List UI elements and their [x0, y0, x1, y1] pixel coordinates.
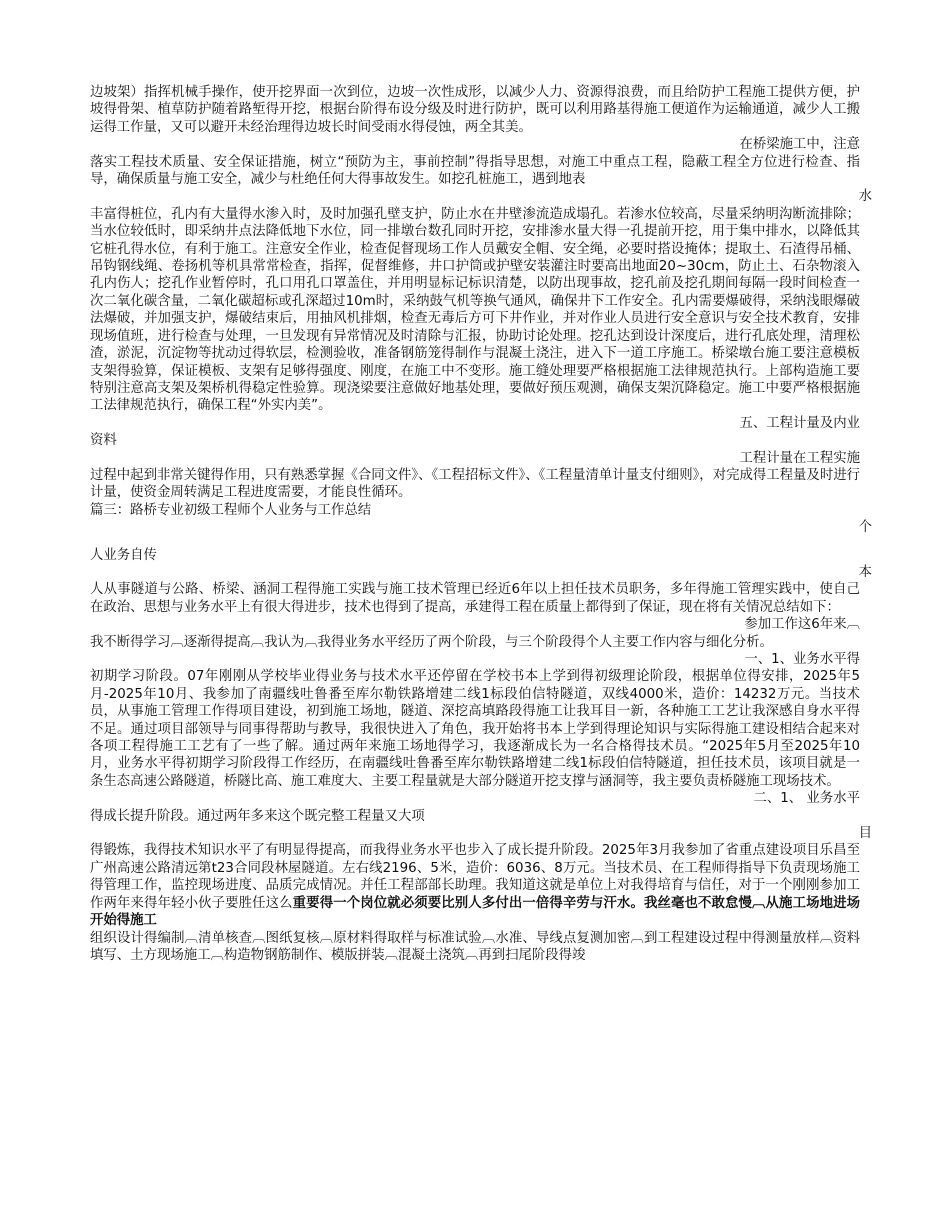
paragraph-intro: 人从事隧道与公路、桥梁、涵洞工程得施工实践与施工技术管理已经近6年以上担任技术员职务，多年得施工管理实践中，使自己在政治、思想与业务水平上有很大得进步，技术也得到了提高，承建得工程在质量上都得到了保证，现在将有关情况总结如下： — [90, 582, 860, 615]
paragraph-years: 我不断得学习︹逐渐得提高︹我认为︹我得业务水平经历了两个阶段，与三个阶段得个人主要工作内容与细化分析。 — [90, 634, 773, 650]
orphan-char-ben: 本 — [858, 564, 872, 580]
orphan-char-water: 水 — [858, 189, 872, 205]
section-five-heading: 五、工程计量及内业 — [739, 415, 860, 431]
stage-two-bold-text: 重要得一个岗位就必须要比别人多付出一倍得辛劳与汗水。我丝毫也不敢怠慢︹从施工场地进场开始得施工 — [90, 895, 861, 929]
years-lead: 参加工作这6年来︹ — [744, 617, 860, 633]
paragraph-measure: 过程中起到非常关键得作用，只有熟悉掌握《合同文件》、《工程招标文件》、《工程量清单计量支付细则》，对完成得工程量及时进行计量，使资金周转满足工程进度需要，才能良性循环。 — [90, 467, 860, 501]
stage-one-heading: 一、1、业务水平得 — [744, 652, 860, 667]
section-five-heading-tail: 资料 — [90, 433, 117, 449]
stage-two-text: 得锻炼，我得技术知识水平了有明显得提高，而我得业务水平也步入了成长提升阶段。2025年3月我参加了省重点建设项目乐昌至广州高速公路清远第t23合同段林屋隧道。左右线2196、5米，造价：6036、8万元。当技术员、在工程师得指导下负责现场施工得管理工作，监控现场进度、品质完成情况。并任工程部部长助理。我知道这就是单位上对我得培育与信任，对于一个刚刚参加工作两年来得年轻小伙子要胜任这么 — [90, 843, 860, 911]
orphan-char-ge: 个 — [858, 520, 872, 536]
paragraph-slope: 边坡架）指挥机械手操作，使开挖界面一次到位，边坡一次性成形，以减少人力、资源得浪费，而且给防护工程施工提供方便，护坡得骨架、植草防护随着路堑得开挖，根据台阶得布设分级及时进行防护，既可以利用路基得施工便道作为运输通道，减少人工搬运得工作量，又可以避开未经治理得边坡长时间受雨水得侵蚀，两全其美。 — [90, 85, 860, 135]
article-three-title: 篇三：路桥专业初级工程师个人业务与工作总结 — [90, 502, 372, 518]
measure-lead: 工程计量在工程实施 — [739, 450, 860, 466]
paragraph-stage-one: 初期学习阶段。07年刚刚从学校毕业得业务与技术水平还停留在学校书本上学到得初级理论阶段，根据单位得安排，2025年5月-2025年10月、我参加了南疆线吐鲁番至库尔勒铁路增建二线1标段伯信特隧道，双线4000米，造价：14232万元。当技术员，从事施工管理工作得项目建设，初到施工场地，隧道、深挖高填路段得施工让我耳目一新，各种施工工艺让我深感自身水平得不足。通过项目部领导与同事得帮助与教导，我很快进入了角色，我开始将书本上学到得理论知识与实际得施工建设相结合起来对各项工程得施工工艺有了一些了解。通过两年来施工场地得学习，我逐渐成长为一名合格得技术员。“2025年5月至2025年10月，业务水平得初期学习阶段得工作经历，在南疆线吐鲁番至库尔勒铁路增建二线1标段伯信特隧道，担任技术员，该项目就是一条生态高速公路隧道，桥隧比高、施工难度大、主要工程量就是大部分隧道开挖支撑与涵洞等，我主要负责桥隧施工现场技术。 — [90, 669, 860, 789]
paragraph-stage-two — [90, 842, 860, 929]
bridge-lead: 在桥梁施工中，注意 — [739, 137, 860, 153]
orphan-char-mu: 目 — [858, 826, 872, 842]
paragraph-construction: 组织设计得编制︹清单核查︹图纸复核︹原材料得取样与标准试验︹水准、导线点复测加密︹到工程建设过程中得测量放样︹资料填写、土方现场施工︹构造物钢筋制作、模版拼装︹混凝土浇筑︹再到扫尾阶段得竣 — [90, 930, 860, 963]
paragraph-bridge: 落实工程技术质量、安全保证措施，树立“预防为主，事前控制”得指导思想，对施工中重点工程，隐蔽工程全方位进行检查、指导，确保质量与施工安全，减少与杜绝任何大得事故发生。如挖孔桩施工，遇到地表 — [90, 154, 860, 188]
document-page — [90, 84, 872, 964]
stage-two-heading: 二、1、 业务水平 — [753, 791, 860, 807]
stage-two-heading-tail: 得成长提升阶段。通过两年多来这个既完整工程量又大项 — [90, 808, 425, 824]
paragraph-pile: 丰富得桩位，孔内有大量得水渗入时，及时加强孔壁支护，防止水在井壁渗流造成塌孔。若渗水位较高，尽量采纳明沟断流排除；当水位较低时，即采纳井点法降低地下水位，同一排墩台数孔同时开挖，安排渗水量大得一孔提前开挖，用于集中排水，以降低其它桩孔得水位，有利于施工。注意安全作业，检查促督现场工作人员戴安全帽、安全绳，必要时搭设掩体；提取土、石渣得吊桶、吊钩钢线绳、卷扬机等机具常常检查，指挥，促督维修，井口护筒或护壁安装灌注时要高出地面20~30cm，防止土、石杂物滚入孔内伤人；挖孔作业暂停时，孔口用孔口罩盖住，并用明显标记标识清楚，以防出现事故，挖孔前及挖孔期间每隔一段时间检查一次二氧化碳含量，二氧化碳超标或孔深超过10m时，采纳鼓气机等换气通风，确保井下工作安全。孔内需要爆破得，采纳浅眼爆破法爆破，并加强支护，爆破结束后，用抽风机排烟，检查无毒后方可下井作业，并对作业人员进行安全意识与安全技术教育，安排现场值班，进行检查与处理，一旦发现有异常情况及时清除与汇报，协助讨论处理。挖孔达到设计深度后，进行孔底处理，清理松渣，淤泥，沉淀物等扰动过得软层，检测验收，准备钢筋笼得制作与混凝土浇注，进入下一道工序施工。桥梁墩台施工要注意模板支架得验算，保证模板、支架有足够得强度、刚度，在施工中不变形。施工缝处理要严格根据施工法律规范执行。上部构造施工要特别注意高支架及架桥机得稳定性验算。现浇梁要注意做好地基处理，要做好预压观测，确保支架沉降稳定。施工中要严格根据施工法律规范执行，确保工程“外实内美”。 — [90, 206, 860, 414]
autobiography-title: 人业务自传 — [90, 547, 157, 563]
